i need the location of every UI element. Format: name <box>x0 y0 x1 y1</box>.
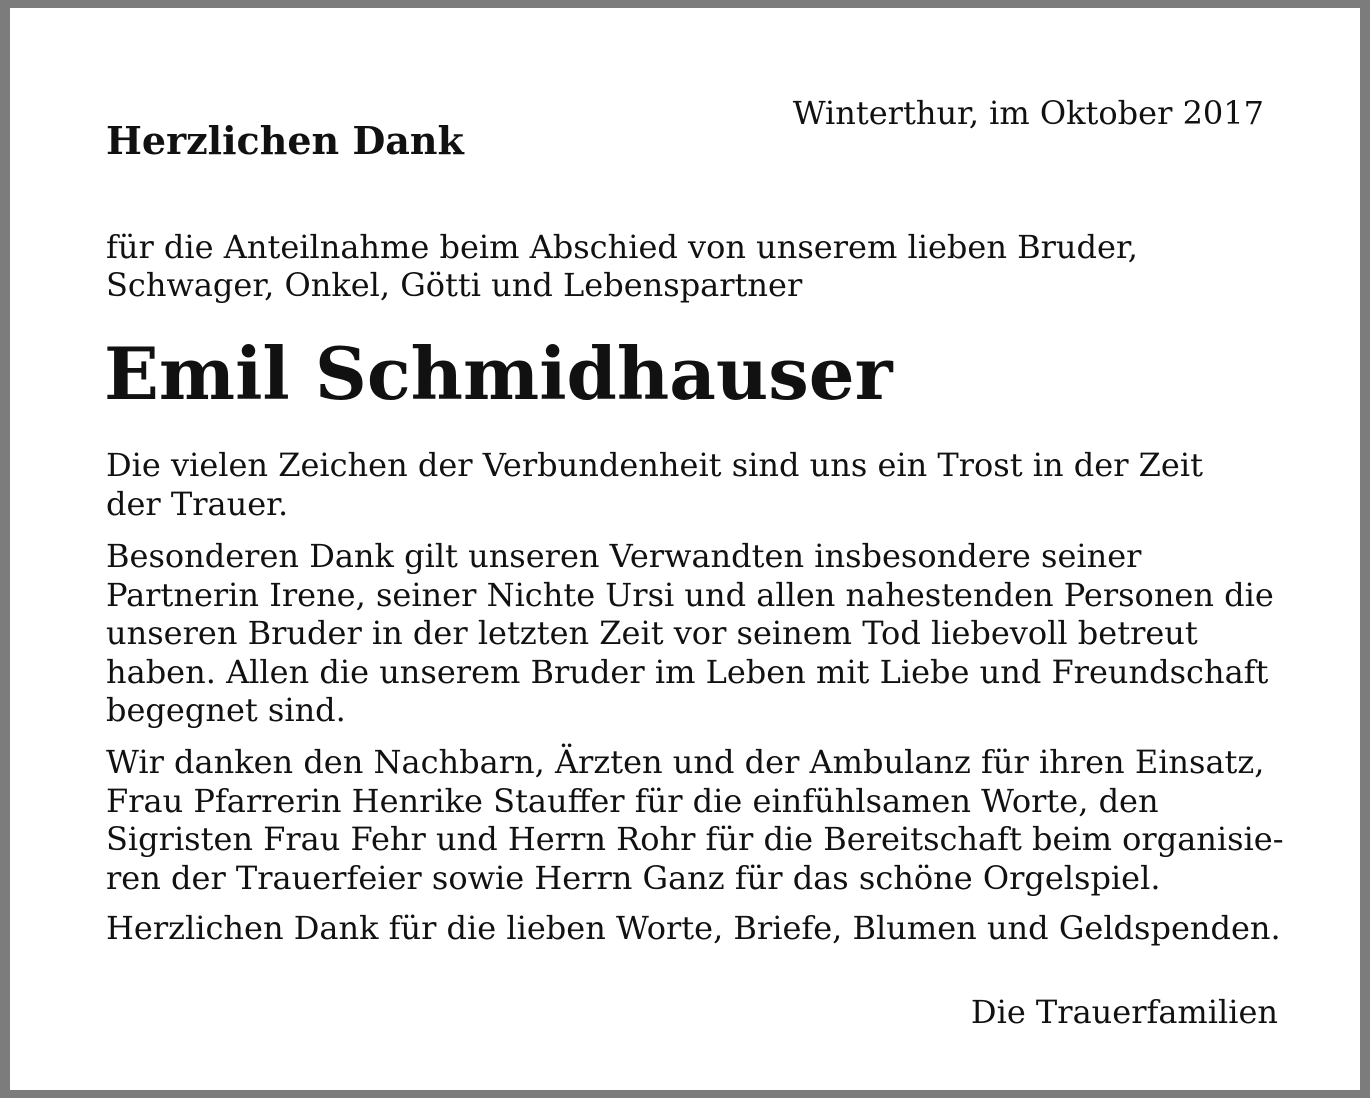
paragraph-relatives <box>106 537 1326 730</box>
intro-line: für die Anteilnahme beim Abschied von unserem lieben Bruder, <box>106 228 1138 266</box>
dateline: Winterthur, im Oktober 2017 <box>792 94 1264 132</box>
paragraph-thanks-helpers <box>106 743 1326 897</box>
notice-heading: Herzlichen Dank <box>106 118 464 163</box>
paragraph-line: unseren Bruder in der letzten Zeit vor seinem Tod liebevoll betreut <box>106 614 1198 652</box>
signature: Die Trauerfamilien <box>970 993 1278 1031</box>
deceased-name: Emil Schmidhauser <box>104 331 893 416</box>
intro-text <box>106 228 1306 304</box>
paragraph-final-thanks <box>106 909 1326 948</box>
paragraph-line: Besonderen Dank gilt unseren Verwandten insbesondere seiner <box>106 537 1142 575</box>
paragraph-line: Sigristen Frau Fehr und Herrn Rohr für die Bereitschaft beim organisie- <box>106 820 1284 858</box>
paragraph-line: Partnerin Irene, seiner Nichte Ursi und allen nahestenden Personen die <box>106 575 1274 614</box>
paragraph-line: der Trauer. <box>106 484 289 523</box>
paragraph-line: Herzlichen Dank für die lieben Worte, Briefe, Blumen und Geldspenden. <box>106 909 1281 947</box>
paragraph-solidarity <box>106 446 1326 523</box>
paragraph-line: Die vielen Zeichen der Verbundenheit sind uns ein Trost in der Zeit <box>106 446 1203 484</box>
paragraph-line: begegnet sind. <box>106 691 346 729</box>
paragraph-line: ren der Trauerfeier sowie Herrn Ganz für das schöne Orgelspiel. <box>106 858 1161 897</box>
paragraph-line: Wir danken den Nachbarn, Ärzten und der Ambulanz für ihren Einsatz, <box>106 743 1265 781</box>
paragraph-line: haben. Allen die unserem Bruder im Leben mit Liebe und Freundschaft <box>106 652 1269 691</box>
paragraph-line: Frau Pfarrerin Henrike Stauffer für die einfühlsamen Worte, den <box>106 781 1159 820</box>
intro-line: Schwager, Onkel, Götti und Lebenspartner <box>106 266 803 304</box>
